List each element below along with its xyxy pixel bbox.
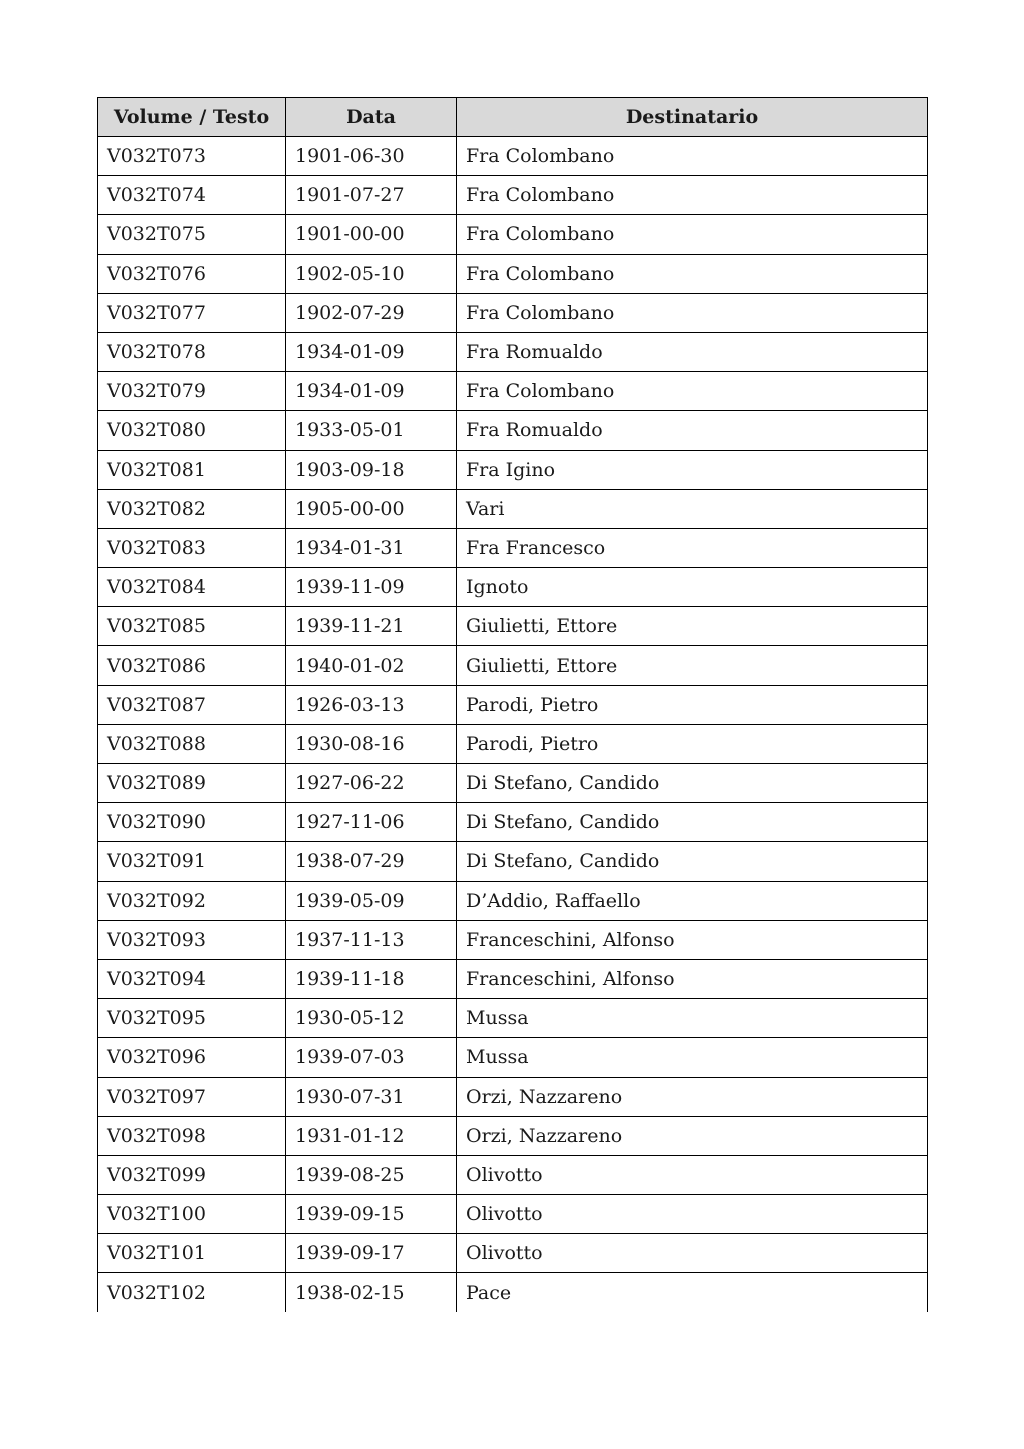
table-row (98, 1195, 928, 1234)
header-row (98, 98, 928, 137)
cell-volume-testo: V032T100 (98, 1195, 286, 1234)
table-row (98, 528, 928, 567)
cell-data: 1939-05-09 (286, 881, 457, 920)
cell-destinatario: Fra Igino (457, 450, 928, 489)
cell-volume-testo: V032T081 (98, 450, 286, 489)
column-header-destinatario: Destinatario (457, 98, 928, 137)
cell-destinatario: Franceschini, Alfonso (457, 959, 928, 998)
cell-data: 1934-01-09 (286, 332, 457, 371)
cell-volume-testo: V032T088 (98, 724, 286, 763)
cell-destinatario: Di Stefano, Candido (457, 803, 928, 842)
cell-data: 1938-07-29 (286, 842, 457, 881)
cell-destinatario: Olivotto (457, 1234, 928, 1273)
table-body (98, 137, 928, 1313)
table-row (98, 137, 928, 176)
cell-data: 1939-11-09 (286, 568, 457, 607)
cell-data: 1938-02-15 (286, 1273, 457, 1312)
cell-destinatario: Di Stefano, Candido (457, 842, 928, 881)
cell-data: 1939-09-17 (286, 1234, 457, 1273)
table-row (98, 1077, 928, 1116)
cell-data: 1927-11-06 (286, 803, 457, 842)
cell-data: 1937-11-13 (286, 920, 457, 959)
cell-volume-testo: V032T078 (98, 332, 286, 371)
cell-destinatario: Parodi, Pietro (457, 685, 928, 724)
cell-destinatario: Parodi, Pietro (457, 724, 928, 763)
cell-data: 1930-08-16 (286, 724, 457, 763)
cell-destinatario: D’Addio, Raffaello (457, 881, 928, 920)
cell-data: 1930-07-31 (286, 1077, 457, 1116)
cell-data: 1934-01-09 (286, 372, 457, 411)
cell-data: 1901-06-30 (286, 137, 457, 176)
cell-volume-testo: V032T086 (98, 646, 286, 685)
cell-data: 1933-05-01 (286, 411, 457, 450)
table-row (98, 1273, 928, 1312)
cell-destinatario: Fra Romualdo (457, 332, 928, 371)
table-row (98, 803, 928, 842)
cell-destinatario: Giulietti, Ettore (457, 646, 928, 685)
cell-data: 1901-07-27 (286, 176, 457, 215)
cell-volume-testo: V032T073 (98, 137, 286, 176)
cell-volume-testo: V032T094 (98, 959, 286, 998)
table-row (98, 176, 928, 215)
cell-destinatario: Fra Francesco (457, 528, 928, 567)
table-row (98, 293, 928, 332)
cell-destinatario: Fra Colombano (457, 293, 928, 332)
cell-data: 1934-01-31 (286, 528, 457, 567)
table-row (98, 568, 928, 607)
cell-data: 1902-05-10 (286, 254, 457, 293)
cell-data: 1939-09-15 (286, 1195, 457, 1234)
cell-destinatario: Fra Colombano (457, 254, 928, 293)
cell-destinatario: Franceschini, Alfonso (457, 920, 928, 959)
cell-destinatario: Olivotto (457, 1195, 928, 1234)
table-row (98, 372, 928, 411)
letters-index-table (97, 97, 928, 1312)
cell-destinatario: Mussa (457, 999, 928, 1038)
cell-volume-testo: V032T093 (98, 920, 286, 959)
cell-data: 1905-00-00 (286, 489, 457, 528)
cell-volume-testo: V032T097 (98, 1077, 286, 1116)
cell-destinatario: Ignoto (457, 568, 928, 607)
cell-volume-testo: V032T101 (98, 1234, 286, 1273)
cell-destinatario: Olivotto (457, 1155, 928, 1194)
cell-destinatario: Vari (457, 489, 928, 528)
cell-data: 1939-11-21 (286, 607, 457, 646)
cell-destinatario: Di Stefano, Candido (457, 764, 928, 803)
cell-volume-testo: V032T096 (98, 1038, 286, 1077)
cell-destinatario: Orzi, Nazzareno (457, 1116, 928, 1155)
column-header-data: Data (286, 98, 457, 137)
cell-data: 1901-00-00 (286, 215, 457, 254)
table-row (98, 920, 928, 959)
cell-volume-testo: V032T098 (98, 1116, 286, 1155)
cell-destinatario: Fra Colombano (457, 137, 928, 176)
cell-destinatario: Mussa (457, 1038, 928, 1077)
cell-volume-testo: V032T079 (98, 372, 286, 411)
column-header-volume-testo: Volume / Testo (98, 98, 286, 137)
cell-destinatario: Fra Colombano (457, 215, 928, 254)
table-row (98, 959, 928, 998)
cell-volume-testo: V032T075 (98, 215, 286, 254)
cell-volume-testo: V032T077 (98, 293, 286, 332)
cell-volume-testo: V032T090 (98, 803, 286, 842)
cell-data: 1903-09-18 (286, 450, 457, 489)
cell-volume-testo: V032T082 (98, 489, 286, 528)
cell-data: 1939-07-03 (286, 1038, 457, 1077)
cell-data: 1939-08-25 (286, 1155, 457, 1194)
cell-data: 1931-01-12 (286, 1116, 457, 1155)
table-row (98, 332, 928, 371)
cell-data: 1940-01-02 (286, 646, 457, 685)
table-row (98, 254, 928, 293)
cell-destinatario: Giulietti, Ettore (457, 607, 928, 646)
cell-volume-testo: V032T084 (98, 568, 286, 607)
table-row (98, 881, 928, 920)
document-page (97, 97, 927, 1312)
cell-volume-testo: V032T087 (98, 685, 286, 724)
table-row (98, 685, 928, 724)
cell-volume-testo: V032T083 (98, 528, 286, 567)
table-row (98, 215, 928, 254)
table-row (98, 607, 928, 646)
table-row (98, 1116, 928, 1155)
table-row (98, 724, 928, 763)
cell-destinatario: Fra Colombano (457, 176, 928, 215)
cell-data: 1930-05-12 (286, 999, 457, 1038)
table-row (98, 1234, 928, 1273)
table-row (98, 489, 928, 528)
cell-volume-testo: V032T095 (98, 999, 286, 1038)
cell-destinatario: Orzi, Nazzareno (457, 1077, 928, 1116)
cell-volume-testo: V032T102 (98, 1273, 286, 1312)
cell-volume-testo: V032T076 (98, 254, 286, 293)
cell-data: 1926-03-13 (286, 685, 457, 724)
table-row (98, 764, 928, 803)
table-row (98, 999, 928, 1038)
table-row (98, 411, 928, 450)
table-header (98, 98, 928, 137)
table-row (98, 1038, 928, 1077)
cell-data: 1927-06-22 (286, 764, 457, 803)
table-row (98, 646, 928, 685)
table-row (98, 450, 928, 489)
cell-volume-testo: V032T091 (98, 842, 286, 881)
cell-data: 1902-07-29 (286, 293, 457, 332)
cell-destinatario: Fra Colombano (457, 372, 928, 411)
cell-volume-testo: V032T080 (98, 411, 286, 450)
table-row (98, 842, 928, 881)
cell-destinatario: Fra Romualdo (457, 411, 928, 450)
cell-volume-testo: V032T089 (98, 764, 286, 803)
table-row (98, 1155, 928, 1194)
cell-destinatario: Pace (457, 1273, 928, 1312)
cell-volume-testo: V032T074 (98, 176, 286, 215)
cell-volume-testo: V032T099 (98, 1155, 286, 1194)
cell-data: 1939-11-18 (286, 959, 457, 998)
cell-volume-testo: V032T085 (98, 607, 286, 646)
cell-volume-testo: V032T092 (98, 881, 286, 920)
